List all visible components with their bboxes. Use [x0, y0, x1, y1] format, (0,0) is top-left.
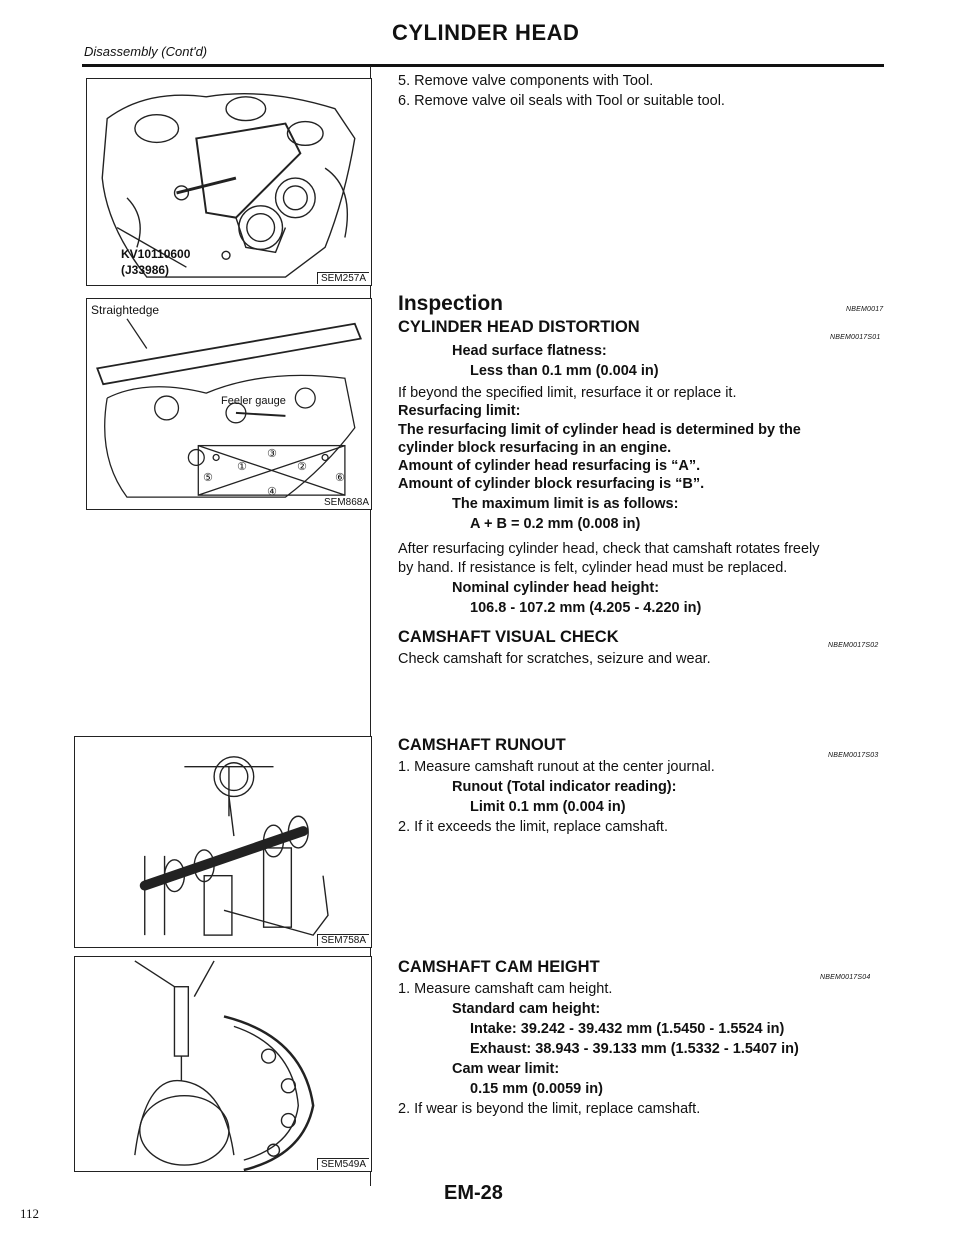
figure-code: SEM257A — [317, 272, 369, 284]
intake-spec: Intake: 39.242 - 39.432 mm (1.5450 - 1.5524 in) — [470, 1021, 785, 1037]
mark-5: ⑤ — [203, 472, 213, 484]
figure-code: SEM868A — [323, 497, 369, 508]
mark-4: ④ — [267, 486, 277, 498]
distortion-line1: If beyond the specified limit, resurface it or replace it. — [398, 385, 737, 401]
flatness-label: Head surface flatness: — [452, 343, 607, 359]
visual-check-heading: CAMSHAFT VISUAL CHECK — [398, 628, 619, 646]
step-5: 5. Remove valve components with Tool. — [398, 73, 654, 89]
figure-code: SEM549A — [317, 1158, 369, 1170]
exhaust-spec: Exhaust: 38.943 - 39.133 mm (1.5332 - 1.5407 in) — [470, 1041, 799, 1057]
figure-valve-spring-compressor — [86, 78, 372, 286]
cam-height-code: NBEM0017S04 — [820, 974, 871, 981]
inspection-heading: Inspection — [398, 292, 504, 315]
header-subtitle: Disassembly (Cont'd) — [84, 44, 208, 59]
cam-height-heading: CAMSHAFT CAM HEIGHT — [398, 958, 600, 976]
after-resurfacing-2: by hand. If resistance is felt, cylinder head must be replaced. — [398, 560, 788, 576]
resurfacing-text1: The resurfacing limit of cylinder head is determined by the — [398, 422, 801, 438]
visual-check-text: Check camshaft for scratches, seizure and wear. — [398, 651, 711, 667]
flatness-value: Less than 0.1 mm (0.004 in) — [470, 363, 659, 379]
cam-height-step2: 2. If wear is beyond the limit, replace camshaft. — [398, 1101, 701, 1117]
resurfacing-label: Resurfacing limit: — [398, 403, 521, 419]
resurfacing-text2: cylinder block resurfacing in an engine. — [398, 440, 672, 456]
header-rule — [82, 64, 884, 67]
camshaft-runout-illustration — [75, 737, 371, 947]
figure-camshaft-runout — [74, 736, 372, 948]
runout-spec-label: Runout (Total indicator reading): — [452, 779, 677, 795]
cam-height-illustration — [75, 957, 371, 1171]
head-height-value: 106.8 - 107.2 mm (4.205 - 4.220 in) — [470, 600, 702, 616]
page-title: CYLINDER HEAD — [392, 20, 580, 45]
mark-3: ③ — [267, 448, 277, 460]
distortion-code: NBEM0017S01 — [830, 334, 881, 341]
amount-a: Amount of cylinder head resurfacing is “A”. — [398, 458, 701, 474]
figure-code: SEM758A — [317, 934, 369, 946]
visual-check-code: NBEM0017S02 — [828, 642, 879, 649]
straightedge-label: Straightedge — [91, 303, 160, 317]
max-limit-value: A + B = 0.2 mm (0.008 in) — [470, 516, 641, 532]
runout-step1: 1. Measure camshaft runout at the center journal. — [398, 759, 715, 775]
runout-code: NBEM0017S03 — [828, 752, 879, 759]
max-limit-label: The maximum limit is as follows: — [452, 496, 679, 512]
cam-wear-value: 0.15 mm (0.0059 in) — [470, 1081, 603, 1097]
step-6: 6. Remove valve oil seals with Tool or suitable tool. — [398, 93, 725, 109]
standard-cam-height-label: Standard cam height: — [452, 1001, 601, 1017]
feeler-gauge-label: Feeler gauge — [221, 395, 286, 407]
cam-wear-label: Cam wear limit: — [452, 1061, 560, 1077]
amount-b: Amount of cylinder block resurfacing is “B”. — [398, 476, 705, 492]
page-number: 112 — [20, 1206, 40, 1221]
page-code: EM-28 — [444, 1182, 503, 1204]
runout-step2: 2. If it exceeds the limit, replace camshaft. — [398, 819, 668, 835]
figure-cam-height — [74, 956, 372, 1172]
runout-spec-value: Limit 0.1 mm (0.004 in) — [470, 799, 626, 815]
distortion-heading: CYLINDER HEAD DISTORTION — [398, 318, 640, 336]
figure-head-distortion — [86, 298, 372, 510]
tool-alt-number-label: (J33986) — [121, 263, 170, 277]
mark-6: ⑥ — [335, 472, 345, 484]
runout-heading: CAMSHAFT RUNOUT — [398, 736, 566, 754]
inspection-code: NBEM0017 — [846, 306, 884, 313]
tool-number-label: KV10110600 — [121, 247, 191, 261]
after-resurfacing-1: After resurfacing cylinder head, check that camshaft rotates freely — [398, 541, 820, 557]
mark-1: ① — [237, 461, 247, 473]
head-height-label: Nominal cylinder head height: — [452, 580, 660, 596]
cam-height-step1: 1. Measure camshaft cam height. — [398, 981, 613, 997]
mark-2: ② — [297, 461, 307, 473]
